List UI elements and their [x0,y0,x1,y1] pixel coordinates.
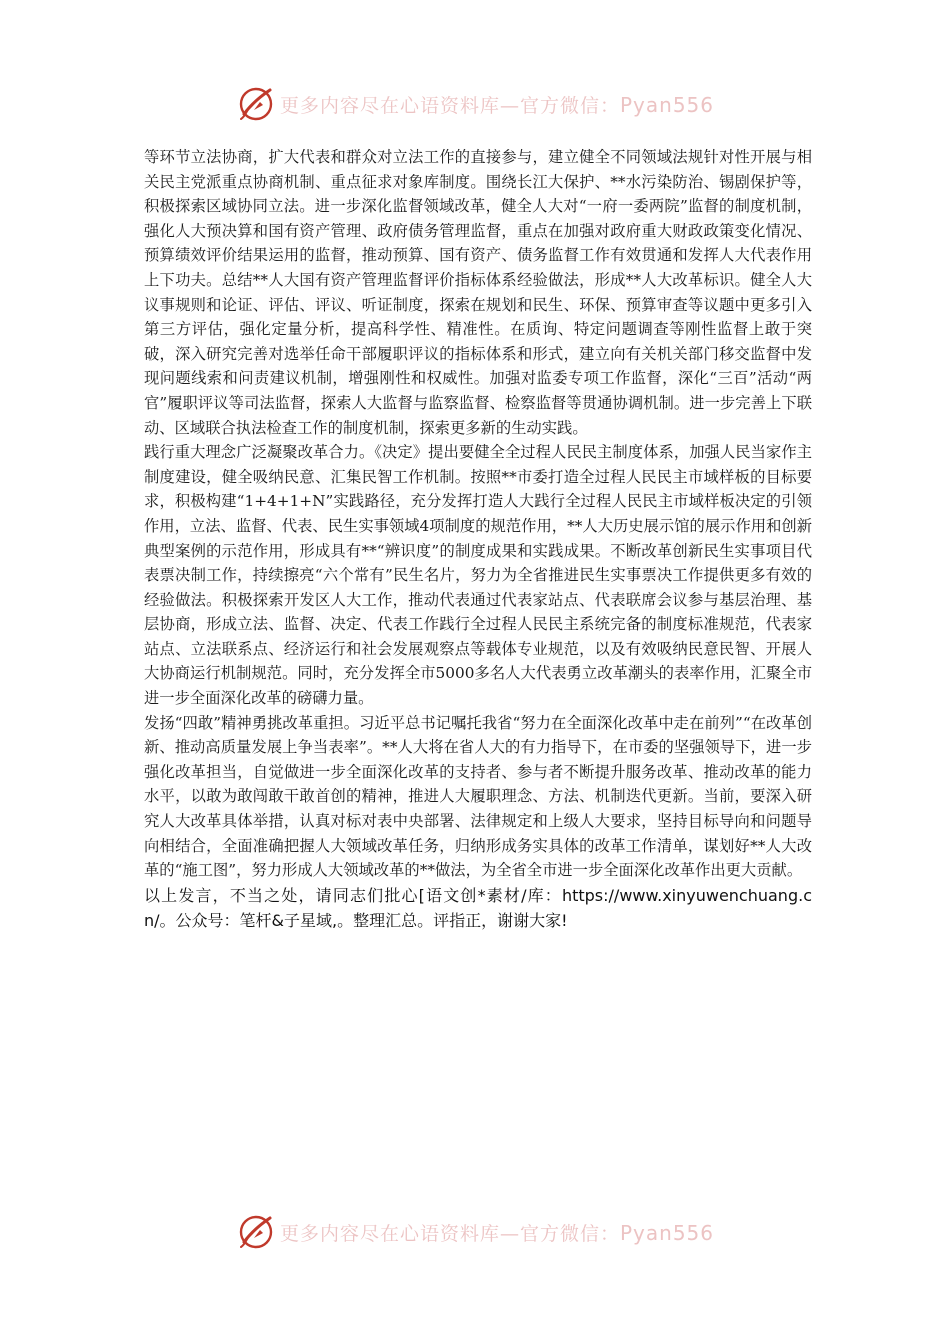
paragraph-3: 发扬“四敢”精神勇挑改革重担。习近平总书记嘱托我省“努力在全面深化改革中走在前列”“在改革创新、推动高质量发展上争当表率”。**人大将在省人大的有力指导下，在市委的坚强领导下，进一步强化改革担当，自觉做进一步全面深化改革的支持者、参与者不断提升服务改革、推动改革的能力水平，以敢为敢闯敢干敢首创的精神，推进人大履职理念、方法、机制迭代更新。当前，要深入研究人大改革具体举措，认真对标对表中央部署、法律规定和上级人大要求，坚持目标导向和问题导向相结合，全面准确把握人大领域改革任务，归纳形成务实具体的改革工作清单，谋划好**人大改革的“施工图”，努力形成人大领域改革的**做法，为全省全市进一步全面深化改革作出更大贡献。 [144,713,812,880]
paragraph-1: 等环节立法协商，扩大代表和群众对立法工作的直接参与，建立健全不同领域法规针对性开展与相关民主党派重点协商机制、重点征求对象库制度。围绕长江大保护、**水污染防治、锡剧保护等，积极探索区域协同立法。进一步深化监督领域改革，健全人大对“一府一委两院”监督的制度机制，强化人大预决算和国有资产管理、政府债务管理监督，重点在加强对政府重大财政政策变化情况、预算绩效评价结果运用的监督，推动预算、国有资产、债务监督工作有效贯通和发挥人大代表作用上下功夫。总结**人大国有资产管理监督评价指标体系经验做法，形成**人大改革标识。健全人大议事规则和论证、评估、评议、听证制度，探索在规划和民生、环保、预算审查等议题中更多引入第三方评估，强化定量分析，提高科学性、精准性。在质询、特定问题调查等刚性监督上敢于突破，深入研究完善对选举任命干部履职评议的指标体系和形式，建立向有关机关部门移交监督中发现问题线索和问责建议机制，增强刚性和权威性。加强对监委专项工作监督，深化“三百”活动“两官”履职评议等司法监督，探索人大监督与监察监督、检察监督等贯通协调机制。进一步完善上下联动、区域联合执法检查工作的制度机制，探索更多新的生动实践。 [144,148,812,437]
watermark-text [280,1219,714,1246]
watermark-handle: Pyan556 [620,1220,715,1245]
watermark-handle: Pyan556 [620,92,715,117]
paragraph-2: 践行重大理念广泛凝聚改革合力。《决定》提出要健全全过程人民民主制度体系，加强人民当家作主制度建设，健全吸纳民意、汇集民智工作机制。按照**市委打造全过程人民民主市域样板的目标要求，积极构建“1+4+1+N”实践路径，充分发挥打造人大践行全过程人民民主市域样板决定的引领作用，立法、监督、代表、民生实事领域4项制度的规范作用，**人大历史展示馆的展示作用和创新典型案例的示范作用，形成具有**“辨识度”的制度成果和实践成果。不断改革创新民生实事项目代表票决制工作，持续擦亮“六个常有”民生名片，努力为全省推进民生实事票决工作提供更多有效的经验做法。积极探索开发区人大工作，推动代表通过代表家站点、代表联席会议参与基层治理、基层协商，形成立法、监督、决定、代表工作践行全过程人民民主系统完备的制度标准规范，代表家站点、立法联系点、经济运行和社会发展观察点等载体专业规范，以及有效吸纳民意民智、开展人大协商运行机制规范。同时，充分发挥全市5000多名人大代表勇立改革潮头的表率作用，汇聚全市进一步全面深化改革的磅礴力量。 [144,443,812,708]
closing-remarks: 以上发言，不当之处，请同志们批心[语文创*素材/库：https://www.xinyuwenchuang.cn/。公众号：笔杆&子星域,。整理汇总。评指正，谢谢大家! [144,885,812,930]
pen-ribbon-logo-icon [236,1212,276,1252]
watermark-label: 更多内容尽在心语资料库—官方微信： [279,94,620,117]
footer-watermark [0,1208,950,1256]
watermark-label: 更多内容尽在心语资料库—官方微信： [279,1222,620,1245]
watermark-text [280,91,714,118]
pen-ribbon-logo-icon [236,84,276,124]
document-body [144,145,812,933]
header-watermark [0,80,950,128]
